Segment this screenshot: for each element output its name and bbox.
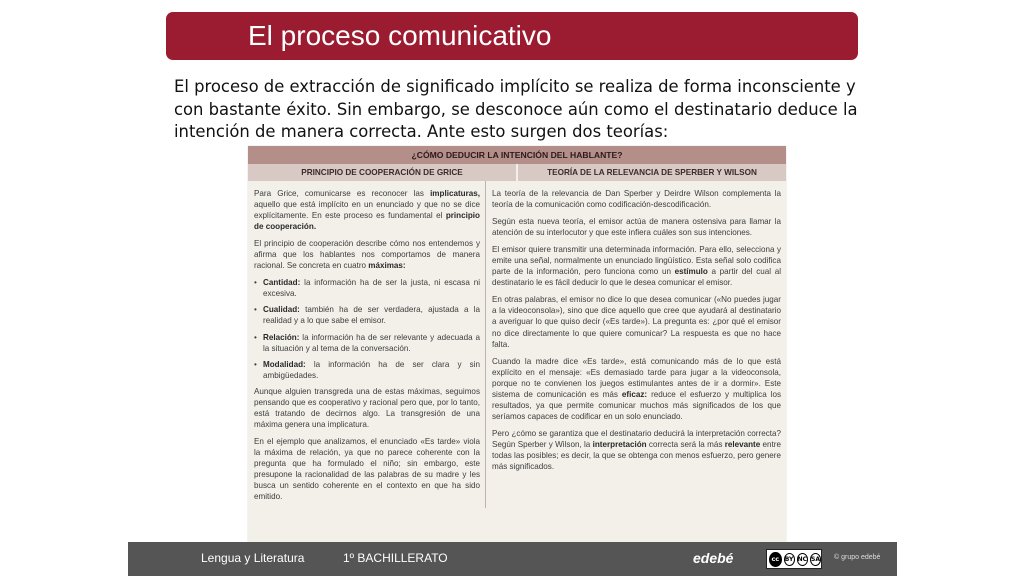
bullet-icon: •: [254, 305, 257, 315]
text: Cuando la madre dice «Es tarde», está comunicando más de lo que está explícito en el mensaje: «Es demasiado tarde para jugar a la videoconsola, porque no te convienen los juegos estimulantes antes de ir a dormir». Este sistema de comunicación es más: [492, 356, 781, 399]
maxim-text: la información ha de ser relevante y adecuada a la situación y al tema de la conversación.: [263, 332, 480, 353]
scanned-textbook-figure: [248, 146, 786, 542]
text: aquello que está implícito en un enunciado y que no se dice explícitamente. En este proceso es fundamental el: [254, 200, 480, 221]
intro-paragraph: El proceso de extracción de significado implícito se realiza de forma inconsciente y con bastante éxito. Sin embargo, se desconoce aún como el destinatario deduce la intención de manera correcta. Ante esto surgen dos teorías:: [174, 77, 858, 141]
footer-copyright: © grupo edebé: [834, 554, 881, 561]
bold-term: eficaz:: [621, 389, 648, 399]
text: correcta será la más: [646, 439, 725, 449]
bold-term: estímulo: [674, 267, 708, 277]
maxim-item: [254, 304, 480, 326]
text: reduce el esfuerzo y multiplica los resultados, ya que permite comunicar muchos más significados de los que seríamos capaces de codificar en un solo enunciado.: [492, 389, 781, 421]
bullet-icon: •: [254, 359, 257, 369]
maxims-list: [254, 277, 480, 380]
noncommercial-icon: NC: [797, 553, 808, 566]
maxim-text: la información ha de ser clara y sin ambigüedades.: [263, 359, 480, 380]
grice-paragraph-4: En el ejemplo que analizamos, el enunciado «Es tarde» viola la máxima de relación, ya que no parece coherente con la pregunta que ha formulado el niño; sin embargo, este presupone la racionalidad de las palabras de su madre y les busca un sentido coherente en el contexto en que ha sido emitido.: [254, 436, 480, 502]
maxim-name: Relación:: [263, 332, 300, 342]
relevance-paragraph-3: [492, 244, 781, 288]
cc-icon: cc: [769, 552, 782, 567]
relevance-paragraph-1: La teoría de la relevancia de Dan Sperber y Deirdre Wilson complementa la teoría de la comunicación como codificación-descodificación.: [492, 189, 781, 210]
bold-term: implicaturas,: [430, 189, 480, 198]
maxim-text: la información ha de ser la justa, ni escasa ni excesiva.: [263, 278, 480, 299]
bullet-icon: •: [254, 278, 257, 288]
maxim-item: [254, 359, 480, 381]
relevance-paragraph-6: [492, 428, 781, 472]
figure-column-headers: [248, 164, 786, 181]
footer-subject: Lengua y Literatura: [201, 551, 305, 565]
text: Para Grice, comunicarse es reconocer las: [254, 189, 431, 198]
text: El principio de cooperación describe cómo nos entendemos y afirma que los hablantes nos comportamos de manera racional. Se concreta en cuatro: [254, 239, 480, 271]
grice-column-header: PRINCIPIO DE COOPERACIÓN DE GRICE: [301, 168, 463, 177]
publisher-logo: edebé: [693, 550, 734, 566]
maxim-name: Cantidad:: [263, 278, 301, 288]
sperber-wilson-column-header: TEORÍA DE LA RELEVANCIA DE SPERBER Y WILSON: [516, 164, 786, 181]
bold-term: interpretación: [592, 439, 647, 449]
text: a partir del cual al destinatario le es fácil deducir lo que le desea comunicar el emisor.: [492, 267, 781, 288]
relevance-paragraph-5: [492, 356, 781, 422]
maxim-text: también ha de ser verdadera, ajustada a la realidad y a lo que sabe el emisor.: [263, 305, 480, 326]
footer-level: 1º BACHILLERATO: [343, 551, 448, 565]
maxim-item: [254, 277, 480, 299]
maxim-item: [254, 332, 480, 354]
bold-term: relevante: [724, 439, 761, 449]
grice-paragraph-3: Aunque alguien transgreda una de estas máximas, seguimos pensando que es cooperativo y racional pero que, por lo tanto, está tratando de decirnos algo. La transgresión de una máxima genera una implicatura.: [254, 386, 480, 429]
text: Pero ¿cómo se garantiza que el destinatario deducirá la interpretación correcta? Según Sperber y Wilson, la: [492, 428, 781, 449]
grice-paragraph-2: [254, 238, 480, 271]
grice-paragraph-1: [254, 188, 480, 232]
relevance-paragraph-2: Según esta nueva teoría, el emisor actúa de manera ostensiva para llamar la atención de su interlocutor y que este infiera cuáles son sus intenciones.: [492, 217, 781, 238]
maxim-name: Cualidad:: [263, 305, 300, 315]
text: entre todas las posibles; es decir, la que se obtenga con menos esfuerzo, pero genere más significados.: [492, 439, 781, 472]
sperber-wilson-column: [485, 181, 786, 508]
slide-title: El proceso comunicativo: [248, 20, 552, 51]
relevance-paragraph-4: En otras palabras, el emisor no dice lo que desea comunicar («No puedes jugar a la videoconsola»), sino que dice aquello que cree que ayudará al destinatario a averiguar lo que quiso decir («Es tarde»). La pregunta es: ¿por qué el emisor no dice directamente lo que quiere comunicar? La respuesta es que no hace falta.: [492, 295, 781, 349]
bold-term: máximas:: [368, 261, 406, 271]
sharealike-icon: SA: [810, 553, 821, 566]
maxim-name: Modalidad:: [263, 359, 306, 369]
bold-term: principio de cooperación.: [254, 211, 480, 232]
title-bar: [166, 12, 858, 60]
footer-bar: [128, 542, 897, 576]
creative-commons-icon: [766, 549, 822, 569]
bullet-icon: •: [254, 332, 257, 342]
figure-heading: ¿CÓMO DEDUCIR LA INTENCIÓN DEL HABLANTE?: [248, 146, 786, 164]
attribution-icon: BY: [784, 553, 795, 566]
grice-column: [248, 181, 485, 508]
text: El emisor quiere transmitir una determinada información. Para ello, selecciona y emite una señal, normalmente un enunciado lingüístico. Esta señal solo codifica parte de la información, pero funciona como un: [492, 245, 781, 277]
